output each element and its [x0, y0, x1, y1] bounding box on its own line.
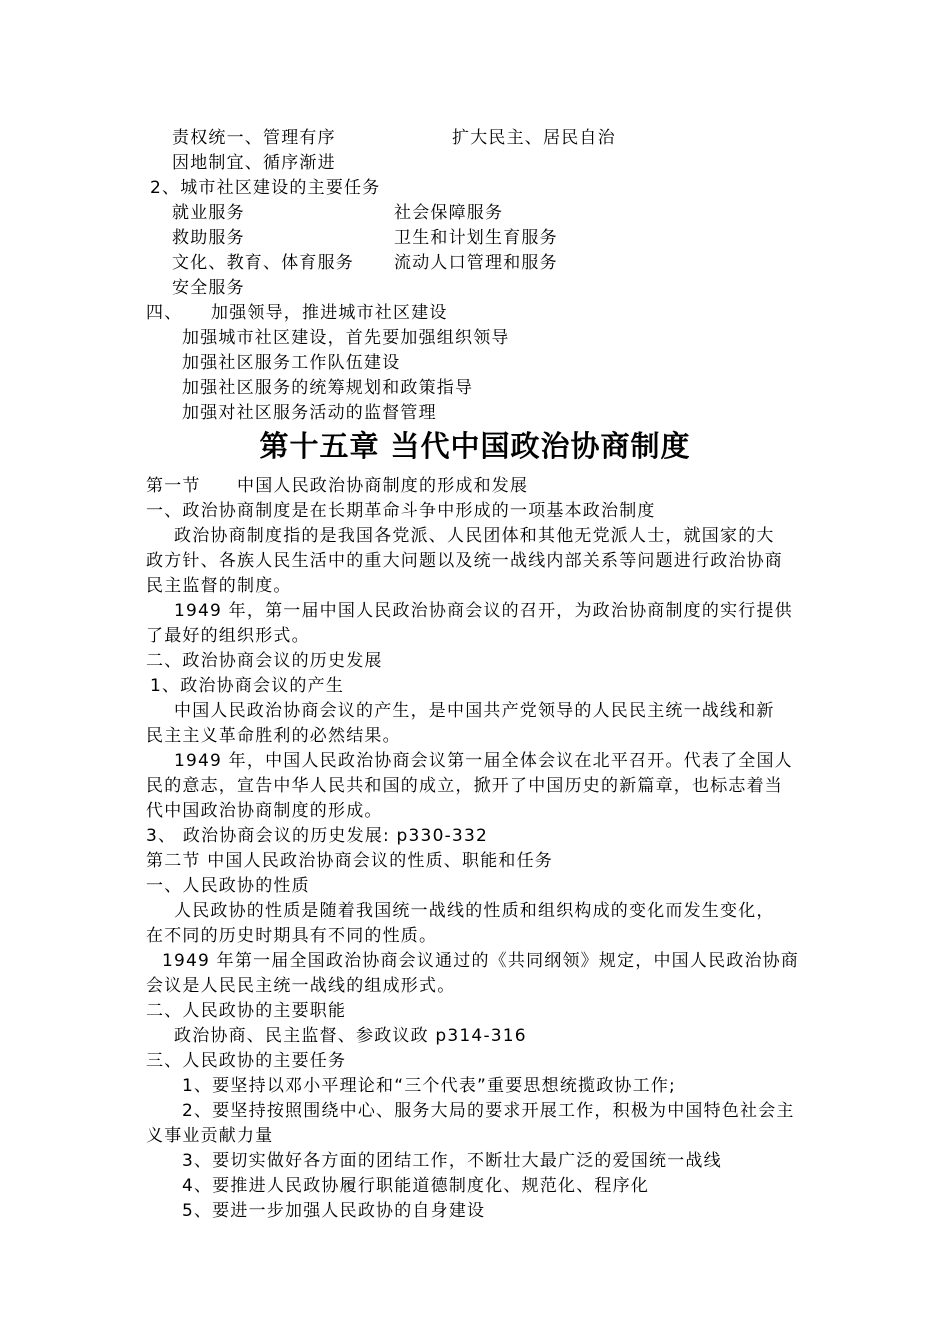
text-line: 1、要坚持以邓小平理论和“三个代表”重要思想统揽政协工作; [182, 1076, 676, 1096]
text-line: 文化、教育、体育服务 [172, 253, 354, 273]
text-line: 民的意志，宣告中华人民共和国的成立，掀开了中国历史的新篇章，也标志着当 [146, 776, 783, 796]
text-line: 政方针、各族人民生活中的重大问题以及统一战线内部关系等问题进行政治协商 [146, 551, 783, 571]
text-line: 二、人民政协的主要职能 [146, 1001, 347, 1021]
text-line: 社会保障服务 [394, 203, 504, 223]
text-line: 民主监督的制度。 [146, 576, 292, 596]
section-heading: 中国人民政治协商制度的形成和发展 [237, 476, 529, 496]
text-line: 加强城市社区建设，首先要加强组织领导 [182, 328, 510, 348]
text-line: 3、 政治协商会议的历史发展: p330-332 [146, 826, 488, 846]
text-line: 人民政协的性质是随着我国统一战线的性质和组织构成的变化而发生变化， [174, 901, 775, 921]
text-line: 2、要坚持按照围绕中心、服务大局的要求开展工作，积极为中国特色社会主 [182, 1101, 795, 1121]
text-line: 三、人民政协的主要任务 [146, 1051, 347, 1071]
text-line: 1949 年第一届全国政治协商会议通过的《共同纲领》规定，中国人民政治协商 [162, 951, 800, 971]
text-line: 卫生和计划生育服务 [394, 228, 558, 248]
text-line: 安全服务 [172, 278, 245, 298]
text-line: 就业服务 [172, 203, 245, 223]
text-line: 加强对社区服务活动的监督管理 [182, 403, 437, 423]
text-line: 扩大民主、居民自治 [452, 128, 616, 148]
text-line: 1949 年，第一届中国人民政治协商会议的召开，为政治协商制度的实行提供 [174, 601, 793, 621]
text-line: 救助服务 [172, 228, 245, 248]
chapter-title: 第十五章 当代中国政治协商制度 [259, 429, 691, 463]
text-line: 加强社区服务的统筹规划和政策指导 [182, 378, 474, 398]
text-line: 了最好的组织形式。 [146, 626, 310, 646]
section-heading: 第二节 中国人民政治协商会议的性质、职能和任务 [146, 851, 554, 871]
section-label: 第一节 [146, 476, 201, 496]
text-line: 因地制宜、循序渐进 [172, 153, 336, 173]
text-line: 5、要进一步加强人民政协的自身建设 [182, 1201, 486, 1221]
section-heading: 加强领导，推进城市社区建设 [211, 303, 448, 323]
text-line: 加强社区服务工作队伍建设 [182, 353, 401, 373]
text-line: 民主主义革命胜利的必然结果。 [146, 726, 401, 746]
text-line: 一、政治协商制度是在长期革命斗争中形成的一项基本政治制度 [146, 501, 656, 521]
text-line: 会议是人民民主统一战线的组成形式。 [146, 976, 456, 996]
text-line: 一、人民政协的性质 [146, 876, 310, 896]
text-line: 1、政治协商会议的产生 [150, 676, 345, 696]
text-line: 4、要推进人民政协履行职能道德制度化、规范化、程序化 [182, 1176, 650, 1196]
text-line: 政治协商制度指的是我国各党派、人民团体和其他无党派人士，就国家的大 [174, 526, 775, 546]
text-line: 代中国政治协商制度的形成。 [146, 801, 383, 821]
text-line: 流动人口管理和服务 [394, 253, 558, 273]
text-line: 3、要切实做好各方面的团结工作，不断壮大最广泛的爱国统一战线 [182, 1151, 722, 1171]
text-line: 在不同的历史时期具有不同的性质。 [146, 926, 438, 946]
section-number: 四、 [146, 303, 183, 323]
text-line: 义事业贡献力量 [146, 1126, 274, 1146]
text-line: 政治协商、民主监督、参政议政 p314-316 [174, 1026, 527, 1046]
text-line: 二、政治协商会议的历史发展 [146, 651, 383, 671]
text-line: 中国人民政治协商会议的产生，是中国共产党领导的人民民主统一战线和新 [174, 701, 775, 721]
subheading: 2、城市社区建设的主要任务 [150, 178, 381, 198]
text-line: 责权统一、管理有序 [172, 128, 336, 148]
text-line: 1949 年，中国人民政治协商会议第一届全体会议在北平召开。代表了全国人 [174, 751, 793, 771]
